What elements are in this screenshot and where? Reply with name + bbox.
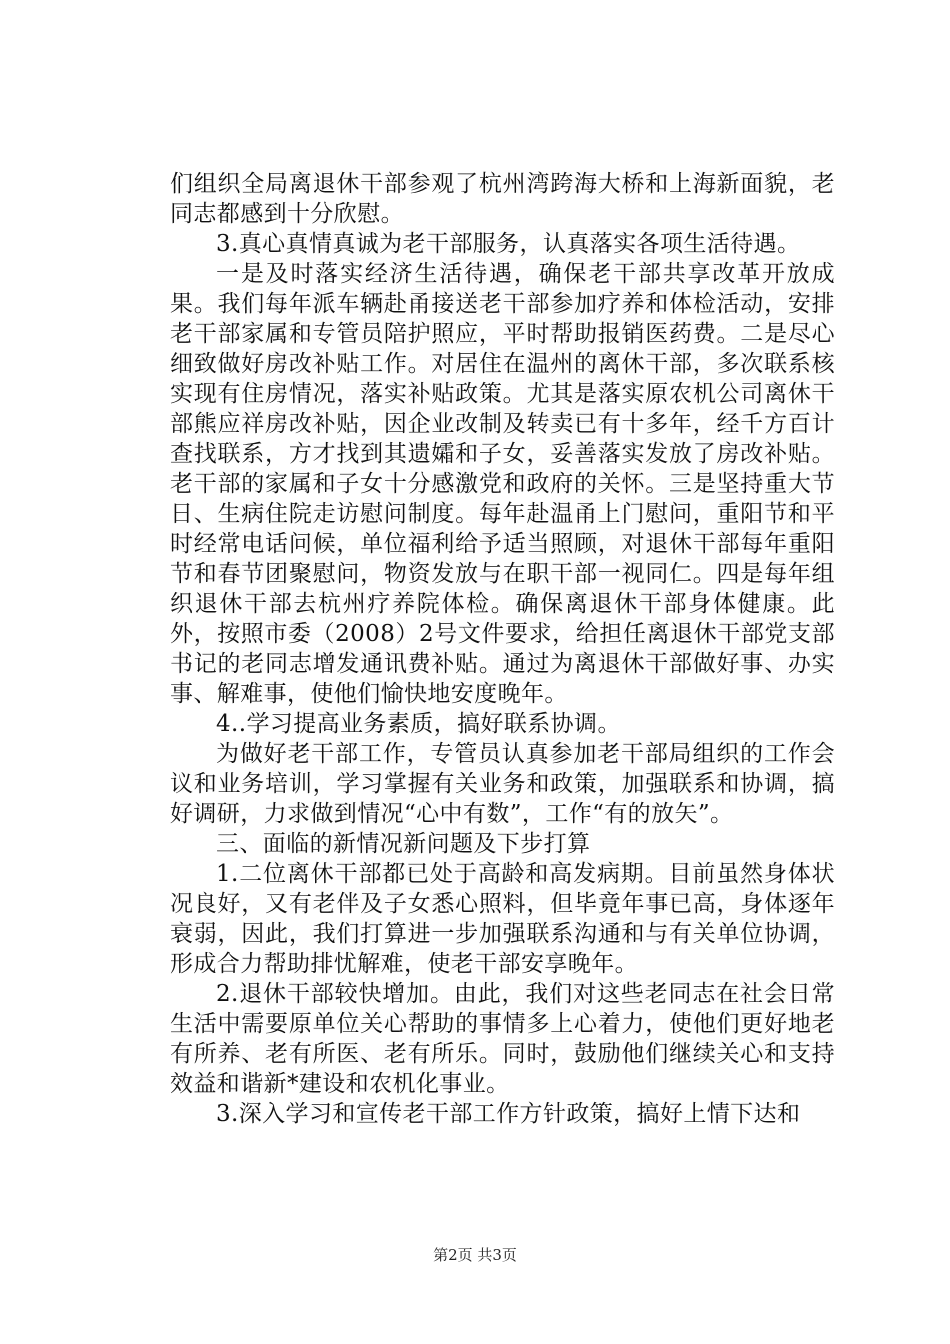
paragraph-continuation: 们组织全局离退休干部参观了杭州湾跨海大桥和上海新面貌，老同志都感到十分欣慰。	[170, 171, 835, 227]
document-body	[170, 169, 835, 1129]
paragraph-issue-3: 3.深入学习和宣传老干部工作方针政策，搞好上情下达和	[216, 1101, 801, 1127]
paragraph-issue-1: 1.二位离休干部都已处于高龄和高发病期。目前虽然身体状况良好，又有老伴及子女悉心照料，但毕竟年事已高，身体逐年衰弱，因此，我们打算进一步加强联系沟通和与有关单位协调，形成合力帮助排忧解难，使老干部安享晚年。	[170, 861, 835, 977]
paragraph-item-4-heading: 4..学习提高业务素质，搞好联系协调。	[216, 711, 621, 737]
section-heading-new-issues: 三、面临的新情况新问题及下步打算	[216, 831, 591, 857]
page-number-footer: 第2页 共3页	[433, 1246, 517, 1264]
paragraph-item-3-heading: 3.真心真情真诚为老干部服务，认真落实各项生活待遇。	[216, 231, 801, 257]
paragraph-living-benefits: 一是及时落实经济生活待遇，确保老干部共享改革开放成果。我们每年派车辆赴甬接送老干部参加疗养和体检活动，安排老干部家属和专管员陪护照应，平时帮助报销医药费。二是尽心细致做好房改补贴工作。对居住在温州的离休干部，多次联系核实现有住房情况，落实补贴政策。尤其是落实原农机公司离休干部熊应祥房改补贴，因企业改制及转卖已有十多年，经千方百计查找联系，方才找到其遗孀和子女，妥善落实发放了房改补贴。老干部的家属和子女十分感激党和政府的关怀。三是坚持重大节日、生病住院走访慰问制度。每年赴温甬上门慰问，重阳节和平时经常电话问候，单位福利给予适当照顾，对退休干部每年重阳节和春节团聚慰问，物资发放与在职干部一视同仁。四是每年组织退休干部去杭州疗养院体检。确保离退休干部身体健康。此外，按照市委（2008）2号文件要求，给担任离退休干部党支部书记的老同志增发通讯费补贴。通过为离退休干部做好事、办实事、解难事，使他们愉快地安度晚年。	[170, 261, 835, 707]
paragraph-training: 为做好老干部工作，专管员认真参加老干部局组织的工作会议和业务培训，学习掌握有关业务和政策，加强联系和协调，搞好调研，力求做到情况“心中有数”，工作“有的放矢”。	[170, 741, 835, 827]
paragraph-issue-2: 2.退休干部较快增加。由此，我们对这些老同志在社会日常生活中需要原单位关心帮助的事情多上心着力，使他们更好地老有所养、老有所医、老有所乐。同时，鼓励他们继续关心和支持效益和谐新*建设和农机化事业。	[170, 981, 835, 1097]
